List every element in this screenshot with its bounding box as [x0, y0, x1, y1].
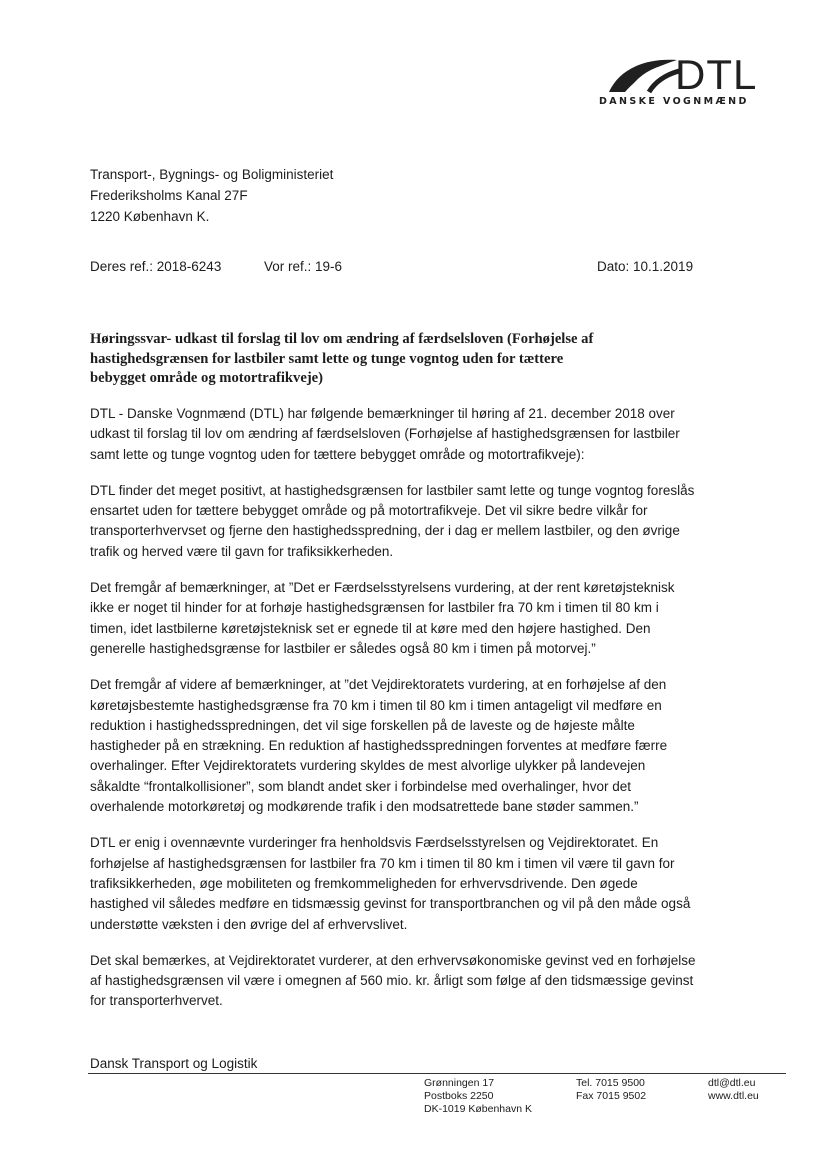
- body-line: ikke er noget til hinder for at forhøje hastighedsgrænsen for lastbiler fra 70 km i timen til 80 km i: [90, 600, 659, 616]
- footer-email: dtl@dtl.eu: [708, 1077, 756, 1089]
- paragraph-position: [90, 481, 710, 562]
- address-line: Transport-, Bygnings- og Boligministeriet: [90, 167, 334, 182]
- footer-address-line: Postboks 2250: [424, 1090, 494, 1102]
- body-line: overhalinger. Efter Vejdirektoratets vurdering skyldes de mest alvorlige ulykker på landevejen: [90, 758, 646, 774]
- body-line: samt lette og tunge vogntog uden for tættere bebygget område og motortrafikveje):: [90, 446, 585, 462]
- body-line: reduktion i hastighedsspredningen, det vil sige forskellen på de laveste og de højeste målte: [90, 717, 635, 733]
- paragraph-agreement: [90, 833, 710, 934]
- body-line: Det fremgår af bemærkninger, at ”Det er Færdselsstyrelsens vurdering, at der rent køretøjsteknisk: [90, 580, 675, 596]
- paragraph-quote-vejdirektoratet: [90, 675, 710, 817]
- body-line: udkast til forslag til lov om ændring af færdselsloven (Forhøjelse af hastighedsgrænsen for lastbiler: [90, 426, 680, 442]
- body-line: for transporterhvervet.: [90, 993, 223, 1009]
- footer-phone-line: Tel. 7015 9500: [576, 1077, 645, 1089]
- body-line: af hastighedsgrænsen vil være i omegnen af 560 mio. kr. årligt som følge af den tidsmæssige gevinst: [90, 973, 694, 989]
- subject-line: hastighedsgrænsen for lastbiler samt lette og tunge vogntog uden for tættere: [90, 350, 564, 367]
- address-line: 1220 København K.: [90, 209, 210, 224]
- paragraph-economic-gain: [90, 951, 710, 1012]
- footer-phone: [576, 1077, 646, 1103]
- body-line: timen, idet lastbilerne køretøjsteknisk set er egnede til at køre med den højere hastighed. Den: [90, 620, 651, 636]
- body-line: understøtte væksten i den øvrige del af erhvervslivet.: [90, 916, 408, 932]
- body-line: overhalende motorkøretøj og modkørende trafik i den modsatrettede bane støder sammen.”: [90, 799, 639, 815]
- paragraph-quote-faerdselsstyrelsen: [90, 578, 710, 659]
- body-line: generelle hastighedsgrænse for lastbiler er således også 80 km i timen på motorvej.”: [90, 640, 596, 656]
- body-line: DTL er enig i ovennævnte vurderinger fra henholdsvis Færdselsstyrelsen og Vejdirektoratet. En: [90, 835, 659, 851]
- footer-contact: [708, 1077, 759, 1103]
- footer-divider: [88, 1073, 786, 1074]
- body-line: Det skal bemærkes, at Vejdirektoratet vurderer, at den erhvervsøkonomiske gevinst ved en forhøjelse: [90, 952, 696, 968]
- recipient-address: [90, 164, 333, 227]
- body-line: hastighed vil således medføre en tidsmæssig gevinst for transportbranchen og vil på den måde også: [90, 896, 691, 912]
- footer-fax-line: Fax 7015 9502: [576, 1090, 647, 1102]
- body-line: transporterhvervset og fjerne den hastighedsspredning, der i dag er mellem lastbiler, og den øvrige: [90, 523, 680, 539]
- body-line: forhøjelse af hastighedsgrænsen for lastbiler fra 70 km i timen til 80 km i timen vil være til gavn for: [90, 855, 675, 871]
- body-line: Det fremgår af videre af bemærkninger, at ”det Vejdirektoratets vurdering, at en forhøjelse af den: [90, 677, 667, 693]
- our-reference: Vor ref.: 19-6: [264, 259, 343, 274]
- logo-wordmark: DTL: [675, 51, 758, 98]
- body-line: såkaldte “frontalkollisioner”, som blandt andet sker i forbindelse med overhalinger, hvor det: [90, 778, 632, 794]
- body-line: DTL finder det meget positivt, at hastighedsgrænsen for lastbiler samt lette og tunge vogntog foreslås: [90, 482, 695, 498]
- address-line: Frederiksholms Kanal 27F: [90, 188, 248, 203]
- subject-line: Høringssvar- udkast til forslag til lov om ændring af færdselsloven (Forhøjelse af: [90, 331, 594, 347]
- body-line: DTL - Danske Vognmænd (DTL) har følgende bemærkninger til høring af 21. december 2018 over: [90, 406, 675, 421]
- letter-body: [90, 404, 710, 1028]
- subject-line: bebygget område og motortrafikveje): [90, 370, 324, 386]
- body-line: hastigheder på en strækning. En reduktion af hastighedsspredningen forventes at medføre færre: [90, 738, 668, 754]
- letter-date: Dato: 10.1.2019: [597, 259, 694, 274]
- your-reference: Deres ref.: 2018-6243: [90, 259, 222, 274]
- paragraph-intro: [90, 404, 710, 465]
- footer-organization: Dansk Transport og Logistik: [90, 1056, 258, 1071]
- body-line: trafik og herved være til gavn for trafiksikkerheden.: [90, 543, 394, 559]
- subject-heading: [90, 330, 690, 389]
- logo-tagline: DANSKE VOGNMÆND: [599, 96, 749, 107]
- footer-address: [424, 1077, 532, 1116]
- dtl-logo: [599, 51, 775, 112]
- body-line: ensartet uden for tættere bebygget område og på motortrafikveje. Det vil sikre bedre vilkår for: [90, 503, 648, 519]
- footer-address-line: Grønningen 17: [424, 1077, 495, 1089]
- footer-address-line: DK-1019 København K: [424, 1103, 532, 1115]
- footer-website: www.dtl.eu: [708, 1090, 759, 1102]
- body-line: køretøjsbestemte hastighedsgrænse fra 70 km i timen til 80 km i timen antageligt vil medføre en: [90, 697, 662, 713]
- body-line: trafiksikkerheden, øge mobiliteten og fremkommeligheden for erhvervsdrivende. Den øgede: [90, 875, 638, 891]
